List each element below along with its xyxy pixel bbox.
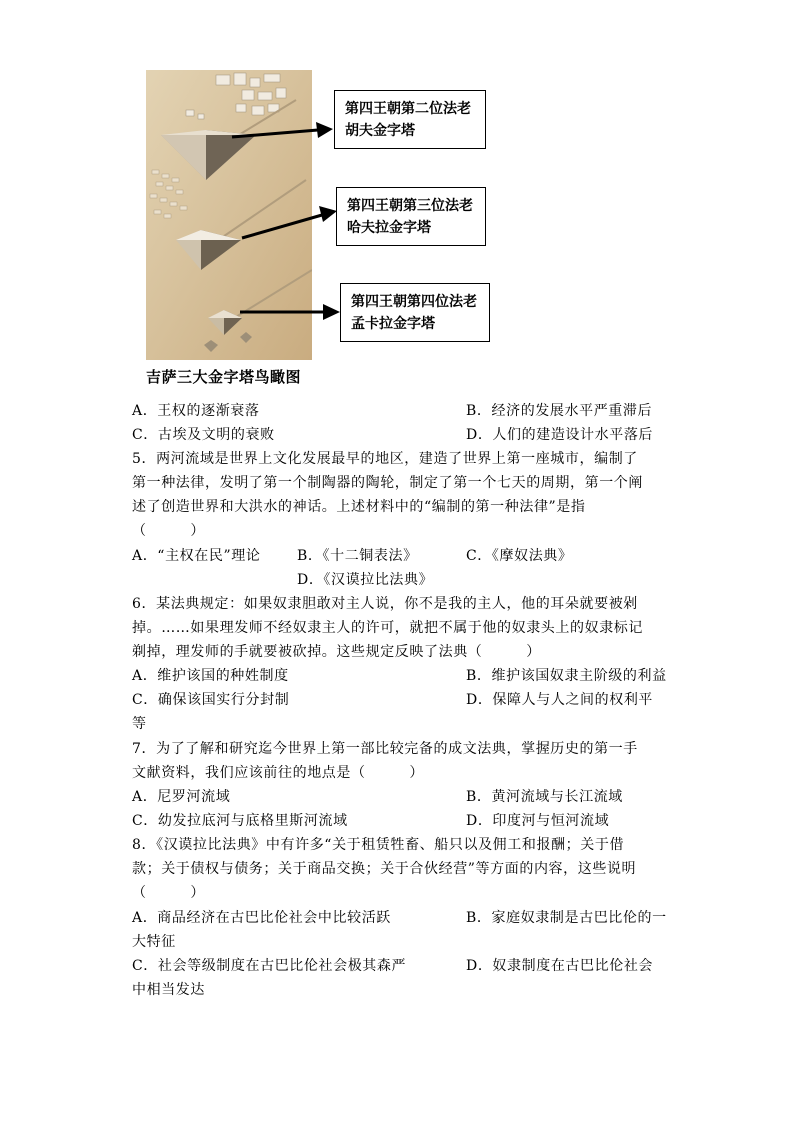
pyramids-illustration	[146, 70, 312, 360]
q6-option-d: D．保障人与人之间的权利平	[466, 692, 654, 708]
label-line: 第四王朝第二位法老	[345, 101, 471, 117]
label-line: 哈夫拉金字塔	[347, 220, 431, 236]
menkaure-label	[340, 283, 490, 342]
q5-stem-line: 述了创造世界和大洪水的神话。上述材料中的“编制的第一种法律”是指	[132, 499, 586, 515]
q5-stem-line: 5．两河流域是世界上文化发展最早的地区，建造了世界上第一座城市，编制了	[132, 451, 638, 467]
q8-option-d: D．奴隶制度在古巴比伦社会	[466, 958, 654, 974]
q5-option-c: C．《摩奴法典》	[466, 548, 573, 564]
q8-answer-paren: （ ）	[132, 885, 205, 901]
khafre-label	[336, 187, 486, 246]
q8-option-d-cont: 中相当发达	[132, 982, 205, 998]
q7-stem-line: 文献资料，我们应该前往的地点是（ ）	[132, 765, 424, 781]
q5-stem-line: 第一种法律，发明了第一个制陶器的陶轮，制定了第一个七天的周期，第一个阐	[132, 475, 643, 491]
q6-option-a: A．维护该国的种姓制度	[132, 668, 289, 684]
label-line: 第四王朝第四位法老	[351, 294, 477, 310]
q4-option-d: D．人们的建造设计水平落后	[466, 427, 654, 443]
q6-stem-line: 6．某法典规定：如果奴隶胆敢对主人说，你不是我的主人，他的耳朵就要被剁	[132, 596, 638, 612]
q4-option-a: A．王权的逐渐衰落	[132, 403, 260, 419]
q7-option-b: B．黄河流域与长江流域	[466, 789, 623, 805]
q8-option-a: A．商品经济在古巴比伦社会中比较活跃	[132, 910, 391, 926]
q8-option-b: B．家庭奴隶制是古巴比伦的一	[466, 910, 667, 926]
q6-option-d-cont: 等	[132, 716, 147, 732]
q6-stem-line: 掉。……如果理发师不经奴隶主人的许可，就把不属于他的奴隶头上的奴隶标记	[132, 620, 643, 636]
q5-option-a: A．“主权在民”理论	[132, 548, 261, 564]
q7-option-a: A．尼罗河流域	[132, 789, 231, 805]
q7-option-c: C．幼发拉底河与底格里斯河流域	[132, 813, 348, 829]
q6-option-c: C．确保该国实行分封制	[132, 692, 290, 708]
q4-option-b: B．经济的发展水平严重滞后	[466, 403, 653, 419]
q5-option-b: B．《十二铜表法》	[297, 548, 418, 564]
q8-stem-line: 8．《汉谟拉比法典》中有许多“关于租赁牲畜、船只以及佣工和报酬；关于借	[132, 837, 625, 853]
q4-option-c: C．古埃及文明的衰败	[132, 427, 275, 443]
khufu-label	[334, 90, 486, 149]
q5-answer-paren: （ ）	[132, 523, 205, 539]
q5-option-d: D．《汉谟拉比法典》	[297, 572, 434, 588]
q6-option-b: B．维护该国奴隶主阶级的利益	[466, 668, 667, 684]
label-line: 孟卡拉金字塔	[351, 316, 435, 332]
q8-option-c: C．社会等级制度在古巴比伦社会极其森严	[132, 958, 407, 974]
q6-stem-line: 剃掉，理发师的手就要被砍掉。这些规定反映了法典（ ）	[132, 644, 541, 660]
figure-caption: 吉萨三大金字塔鸟瞰图	[146, 368, 302, 386]
q7-stem-line: 7．为了了解和研究迄今世界上第一部比较完备的成文法典，掌握历史的第一手	[132, 741, 638, 757]
label-line: 第四王朝第三位法老	[347, 198, 473, 214]
giza-aerial-photo	[146, 70, 312, 360]
q7-option-d: D．印度河与恒河流域	[466, 813, 610, 829]
label-line: 胡夫金字塔	[345, 123, 415, 139]
q8-option-b-cont: 大特征	[132, 934, 176, 950]
q8-stem-line: 款；关于债权与债务；关于商品交换；关于合伙经营”等方面的内容，这些说明	[132, 861, 637, 877]
